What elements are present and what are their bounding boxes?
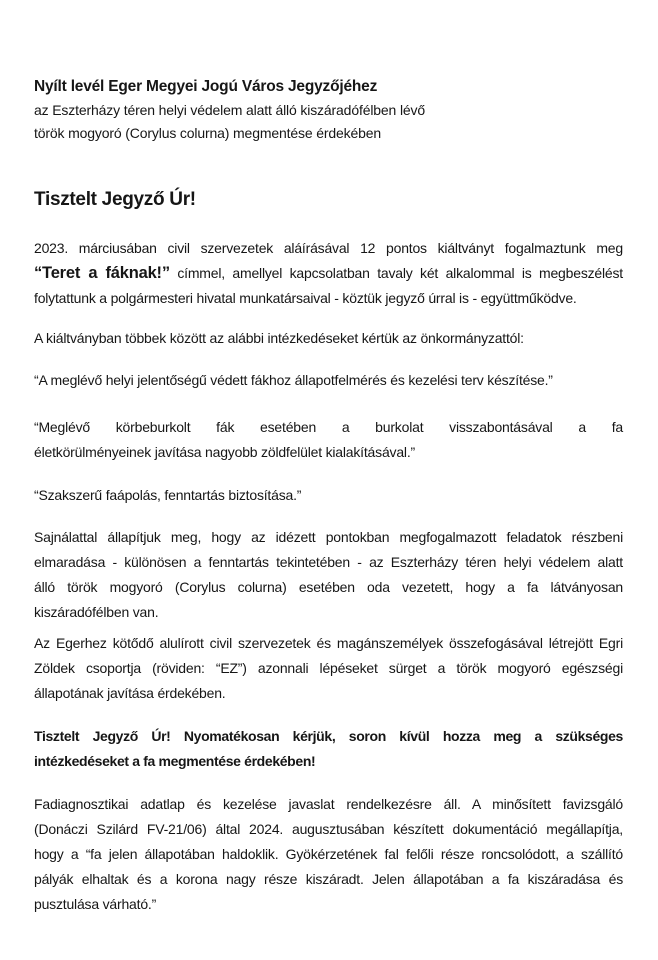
paragraph-line: álló török mogyoró (Corylus colurna) esetében oda vezetett, hogy a fa látványosan <box>34 579 623 595</box>
paragraph-urgent-request <box>34 724 623 774</box>
paragraph-line: “Meglévő körbeburkolt fák esetében a burkolat visszabontásával a fa <box>34 419 623 435</box>
paragraph-line: hogy a “fa jelen állapotában haldoklik. Gyökérzetének fal felőli része roncsolódott, a szállító <box>34 846 623 862</box>
quote-tree-survey <box>34 368 623 393</box>
letter-subtitle-line-1: az Eszterházy téren helyi védelem alatt álló kiszáradófélben lévő <box>34 102 426 118</box>
paragraph-line: “Szakszerű faápolás, fenntartás biztosítása.” <box>34 487 302 503</box>
paragraph-manifesto-intro <box>34 236 623 311</box>
letter-title: Nyílt levél Eger Megyei Jogú Város Jegyzőjéhez <box>34 78 378 95</box>
paragraph-line: Tisztelt Jegyző Úr! Nyomatékosan kérjük, soron kívül hozza meg a szükséges <box>34 728 623 744</box>
quote-tree-care <box>34 483 623 508</box>
paragraph-line: (Donáczi Szilárd FV-21/06) által 2024. augusztusában készített dokumentáció megállapítja, <box>34 821 623 837</box>
salutation-heading: Tisztelt Jegyző Úr! <box>34 189 196 210</box>
paragraph-line: Az Egerhez kötődő alulírott civil szervezetek és magánszemélyek összefogásával létrejött Egri <box>34 635 623 651</box>
paragraph-line: pusztulása várható.” <box>34 896 157 912</box>
paragraph-text: címmel, amellyel kapcsolatban tavaly két alkalommal is megbeszélést <box>169 265 623 281</box>
letter-subtitle-line-2: török mogyoró (Corylus colurna) megmentése érdekében <box>34 125 382 141</box>
paragraph-line: pályák elhaltak és a korona nagy része kiszáradt. Jelen állapotában a fa kiszáradása és <box>34 871 623 887</box>
paragraph-line: elmaradása - különösen a fenntartás tekintetében - az Eszterházy téren helyi védelem alatt <box>34 554 623 570</box>
paragraph-egri-zoldek <box>34 631 623 706</box>
paragraph-line: Fadiagnosztikai adatlap és kezelése javaslat rendelkezésre áll. A minősített favizsgáló <box>34 796 623 812</box>
paragraph-line: 2023. márciusában civil szervezetek aláírásával 12 pontos kiáltványt fogalmaztunk meg <box>34 240 623 256</box>
paragraph-line: kiszáradófélben van. <box>34 604 159 620</box>
paragraph-requests-intro <box>34 326 623 351</box>
paragraph-line <box>34 261 623 286</box>
paragraph-line: intézkedéseket a fa megmentése érdekében! <box>34 753 316 769</box>
paragraph-line: A kiáltványban többek között az alábbi intézkedéseket kértük az önkormányzattól: <box>34 330 524 346</box>
paragraph-regret <box>34 525 623 625</box>
paragraph-line: “A meglévő helyi jelentőségű védett fákhoz állapotfelmérés és kezelési terv készítése.” <box>34 372 553 388</box>
paragraph-line: Zöldek csoportja (röviden: “EZ”) azonnali lépéseket sürget a török mogyoró egészségi <box>34 660 623 676</box>
paragraph-line: állapotának javítása érdekében. <box>34 685 226 701</box>
paragraph-line: folytattunk a polgármesteri hivatal munkatársaival - köztük jegyző úrral is - együttműködve. <box>34 290 577 306</box>
paragraph-line: életkörülményeinek javítása nagyobb zöldfelület kialakításával.” <box>34 444 415 460</box>
paragraph-diagnostics <box>34 792 623 917</box>
paragraph-line: Sajnálattal állapítjuk meg, hogy az idézett pontokban megfogalmazott feladatok részbeni <box>34 529 623 545</box>
quote-paved-trees <box>34 415 623 465</box>
manifesto-title: “Teret a fáknak!” <box>34 264 170 282</box>
